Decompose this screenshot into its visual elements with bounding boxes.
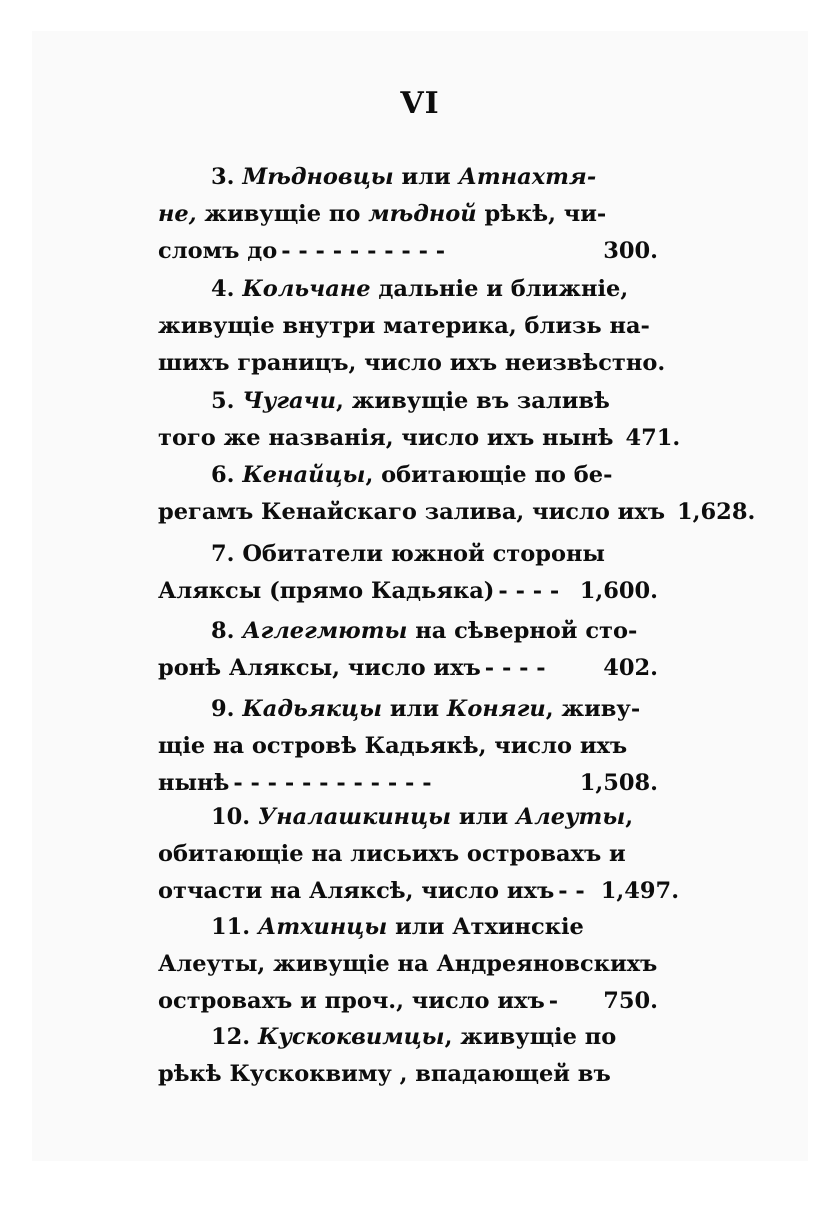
line-text bbox=[158, 946, 657, 983]
dot-leader: - - - - bbox=[484, 655, 546, 681]
entry-line bbox=[158, 1019, 658, 1056]
dot-leader: - bbox=[548, 988, 559, 1014]
text-run: или bbox=[393, 164, 459, 190]
entry-line bbox=[158, 983, 658, 1020]
tribe-name: Аглегмюты bbox=[242, 618, 408, 644]
entry-number: 8. bbox=[211, 618, 235, 644]
entry-number: 7. bbox=[211, 541, 235, 567]
line-text bbox=[158, 233, 277, 270]
line-text bbox=[211, 536, 605, 573]
entry-line bbox=[158, 728, 658, 765]
text-run: того же названія, число ихъ нынѣ bbox=[158, 425, 614, 451]
tribe-name: Коняги bbox=[446, 696, 546, 722]
population-count: 750. bbox=[603, 988, 658, 1014]
population-count: 1,628. bbox=[677, 499, 756, 525]
entry-number: 9. bbox=[211, 696, 235, 722]
entry-line bbox=[158, 1056, 658, 1093]
text-run: или Атхинскіе bbox=[387, 914, 584, 940]
line-text bbox=[158, 650, 481, 687]
line-text bbox=[158, 983, 545, 1020]
line-text bbox=[211, 799, 633, 836]
line-text bbox=[158, 494, 665, 531]
tribe-name: Кольчане bbox=[242, 276, 371, 302]
entry-line bbox=[158, 536, 658, 573]
text-run: щіе на островѣ Кадьякѣ, число ихъ bbox=[158, 733, 628, 759]
line-text bbox=[158, 345, 665, 382]
page-number: VI bbox=[400, 86, 440, 121]
entry-line bbox=[158, 383, 658, 420]
tribe-name: Кенайцы bbox=[242, 462, 366, 488]
entry-number: 11. bbox=[211, 914, 251, 940]
line-text bbox=[211, 159, 596, 196]
entry-line bbox=[158, 765, 658, 802]
entry-line bbox=[158, 909, 658, 946]
text-run: живущіе по bbox=[196, 201, 369, 227]
text-run: Обитатели южной стороны bbox=[234, 541, 605, 567]
entry bbox=[158, 457, 756, 531]
population-count: 402. bbox=[603, 655, 658, 681]
entry bbox=[158, 159, 658, 270]
line-text bbox=[158, 196, 606, 233]
entry-line bbox=[158, 159, 658, 196]
entry-line bbox=[158, 420, 681, 457]
dot-leader: - - - - - - - - - - - - bbox=[233, 770, 432, 796]
tribe-name: Атхинцы bbox=[258, 914, 388, 940]
tribe-name: Чугачи bbox=[242, 388, 337, 414]
tribe-name: Уналашкинцы bbox=[258, 804, 452, 830]
line-text bbox=[158, 836, 626, 873]
entry bbox=[158, 691, 658, 802]
text-run bbox=[250, 1024, 258, 1050]
line-text bbox=[158, 420, 613, 457]
entry bbox=[158, 909, 658, 1020]
text-run: отчасти на Аляксѣ, число ихъ bbox=[158, 878, 555, 904]
tribe-name: Кускоквимцы bbox=[258, 1024, 445, 1050]
entry-line bbox=[158, 613, 658, 650]
entry bbox=[158, 383, 681, 457]
text-run: Алеуты, живущіе на Андреяновскихъ bbox=[158, 951, 658, 977]
line-text bbox=[211, 613, 637, 650]
entry-number: 3. bbox=[211, 164, 235, 190]
line-text bbox=[158, 728, 627, 765]
book-page bbox=[32, 31, 808, 1161]
text-run: сломъ до bbox=[158, 238, 278, 264]
entry-line bbox=[158, 196, 658, 233]
entry-number: 5. bbox=[211, 388, 235, 414]
entry-line bbox=[158, 873, 680, 910]
entry bbox=[158, 613, 658, 687]
text-run bbox=[250, 914, 258, 940]
line-text bbox=[158, 765, 229, 802]
entry-line bbox=[158, 345, 666, 382]
line-text bbox=[211, 383, 610, 420]
text-run: рѣкѣ, чи- bbox=[476, 201, 607, 227]
line-text bbox=[211, 271, 628, 308]
text-run: или bbox=[451, 804, 516, 830]
text-run: ронѣ Аляксы, число ихъ bbox=[158, 655, 481, 681]
text-run: , bbox=[625, 804, 634, 830]
text-run: шихъ границъ, число ихъ неизвѣстно. bbox=[158, 350, 666, 376]
entry-line bbox=[158, 573, 658, 610]
line-text bbox=[211, 909, 584, 946]
population-count: 1,497. bbox=[600, 878, 680, 904]
population-count: 1,508. bbox=[579, 770, 658, 796]
entry-line bbox=[158, 946, 658, 983]
text-run: живущіе внутри материка, близь на- bbox=[158, 313, 650, 339]
entry bbox=[158, 1019, 658, 1093]
text-run: , обитающіе по бе- bbox=[365, 462, 613, 488]
entry bbox=[158, 799, 680, 910]
entry-line bbox=[158, 836, 658, 873]
tribe-name: Атнахтя- bbox=[458, 164, 597, 190]
text-run: , живущіе въ заливѣ bbox=[336, 388, 610, 414]
entry-line bbox=[158, 308, 658, 345]
population-count: 471. bbox=[625, 425, 681, 451]
dot-leader: - - - - - - - - - - bbox=[281, 238, 446, 264]
tribe-name: не, bbox=[158, 201, 197, 227]
text-run: нынѣ bbox=[158, 770, 230, 796]
population-count: 300. bbox=[603, 238, 658, 264]
line-text bbox=[211, 1019, 616, 1056]
entry bbox=[158, 271, 666, 382]
text-run: на сѣверной сто- bbox=[407, 618, 638, 644]
line-text bbox=[158, 573, 494, 610]
entry-number: 10. bbox=[211, 804, 251, 830]
text-run: регамъ Кенайскаго залива, число ихъ bbox=[158, 499, 666, 525]
text-run: или bbox=[381, 696, 447, 722]
entry-number: 12. bbox=[211, 1024, 251, 1050]
line-text bbox=[211, 457, 612, 494]
text-run: островахъ и проч., число ихъ bbox=[158, 988, 545, 1014]
entry-line bbox=[158, 494, 756, 531]
text-run: , живу- bbox=[545, 696, 641, 722]
entry bbox=[158, 536, 658, 610]
entry-line bbox=[158, 233, 658, 270]
line-text bbox=[211, 691, 640, 728]
text-run: рѣкѣ Кускоквиму , впадающей въ bbox=[158, 1061, 611, 1087]
entry-line bbox=[158, 457, 658, 494]
tribe-name: Кадьякцы bbox=[242, 696, 382, 722]
entry-line bbox=[158, 650, 658, 687]
tribe-name: мѣдной bbox=[368, 201, 477, 227]
dot-leader: - - bbox=[558, 878, 585, 904]
text-run: Аляксы (прямо Кадьяка) bbox=[158, 578, 495, 604]
entry-line bbox=[158, 691, 658, 728]
text-run: дальніе и ближніе, bbox=[370, 276, 629, 302]
entry-line bbox=[158, 799, 658, 836]
line-text bbox=[158, 1056, 611, 1093]
population-count: 1,600. bbox=[579, 578, 658, 604]
line-text bbox=[158, 308, 650, 345]
line-text bbox=[158, 873, 554, 910]
entry-line bbox=[158, 271, 658, 308]
entry-number: 4. bbox=[211, 276, 235, 302]
entry-number: 6. bbox=[211, 462, 235, 488]
text-run: , живущіе по bbox=[444, 1024, 617, 1050]
tribe-name: Алеуты bbox=[515, 804, 626, 830]
tribe-name: Мѣдновцы bbox=[242, 164, 394, 190]
dot-leader: - - - - bbox=[498, 578, 560, 604]
text-run bbox=[250, 804, 258, 830]
text-run: обитающіе на лисьихъ островахъ и bbox=[158, 841, 626, 867]
